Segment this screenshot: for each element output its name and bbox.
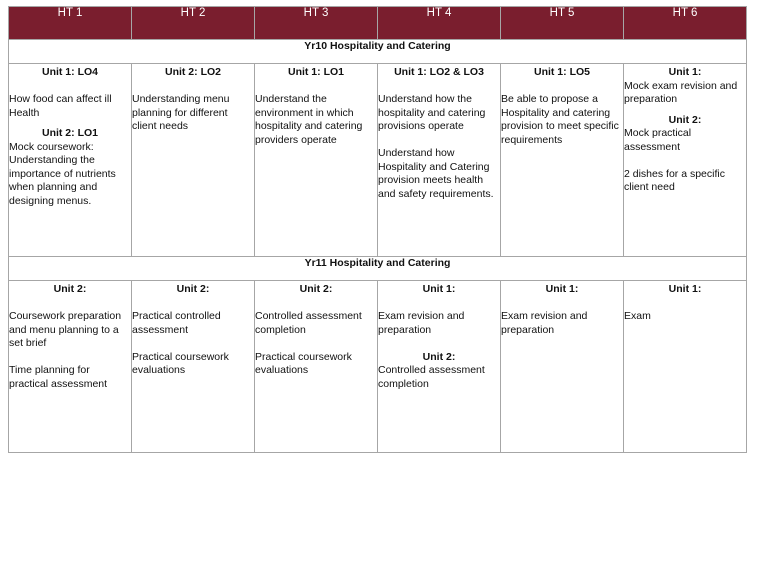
yr10-ht4-cell [378, 64, 501, 257]
yr10-ht1-unit-a: Unit 1: LO4 [41, 66, 98, 78]
yr11-ht4-unit-a-text: Exam revision and preparation [378, 310, 465, 336]
yr11-ht4-cell [378, 281, 501, 453]
yr10-ht1-cell [9, 64, 132, 257]
yr11-ht2-unit: Unit 2: [176, 283, 210, 295]
yr11-ht3-text-a: Controlled assessment completion [255, 310, 362, 336]
yr10-ht6-unit-a-text: Mock exam revision and preparation [624, 79, 738, 105]
header-ht6: HT 6 [624, 7, 747, 40]
yr10-title: Yr10 Hospitality and Catering [9, 40, 747, 64]
header-ht3: HT 3 [255, 7, 378, 40]
curriculum-plan-table [8, 6, 747, 453]
yr11-ht5-unit: Unit 1: [545, 283, 579, 295]
yr10-ht6-unit-b-text2: 2 dishes for a specific client need [624, 167, 725, 193]
yr11-ht1-text-a: Coursework preparation and menu planning to a set brief [9, 310, 122, 349]
yr11-ht2-text-b: Practical coursework evaluations [132, 350, 229, 376]
yr11-ht1-cell [9, 281, 132, 453]
yr10-content-row [9, 64, 747, 257]
yr11-ht3-unit: Unit 2: [299, 283, 333, 295]
yr11-ht6-text: Exam [624, 310, 651, 322]
yr10-ht6-unit-b: Unit 2: [668, 113, 702, 126]
yr11-title-row [9, 257, 747, 281]
yr10-ht5-text: Be able to propose a Hospitality and catering provision to meet specific requirements [501, 93, 619, 146]
yr10-ht1-unit-a-text: How food can affect ill Health [9, 93, 112, 119]
yr11-ht5-text: Exam revision and preparation [501, 310, 588, 336]
yr10-ht3-text: Understand the environment in which hospitality and catering providers operate [255, 93, 363, 146]
yr11-ht6-cell [624, 281, 747, 453]
yr10-ht2-unit: Unit 2: LO2 [164, 66, 221, 78]
yr11-title: Yr11 Hospitality and Catering [9, 257, 747, 281]
yr10-ht3-cell [255, 64, 378, 257]
yr10-ht4-text-b: Understand how Hospitality and Catering provision meets health and safety requirements. [378, 147, 494, 200]
yr10-ht6-cell [624, 64, 747, 257]
yr11-ht4-unit-a: Unit 1: [422, 283, 456, 295]
yr10-ht2-cell [132, 64, 255, 257]
yr10-title-row [9, 40, 747, 64]
yr10-ht2-text: Understanding menu planning for different client needs [132, 93, 230, 132]
header-ht2: HT 2 [132, 7, 255, 40]
header-row [9, 7, 747, 40]
header-ht5: HT 5 [501, 7, 624, 40]
yr10-ht6-unit-b-text: Mock practical assessment [624, 127, 692, 153]
yr11-ht1-unit: Unit 2: [53, 283, 87, 295]
yr11-ht2-text-a: Practical controlled assessment [132, 310, 221, 336]
yr10-ht1-unit-b: Unit 2: LO1 [41, 127, 98, 139]
yr11-ht2-cell [132, 281, 255, 453]
yr10-ht4-text-a: Understand how the hospitality and catering provisions operate [378, 93, 486, 132]
yr11-ht3-text-b: Practical coursework evaluations [255, 350, 352, 376]
yr10-ht5-cell [501, 64, 624, 257]
yr10-ht5-unit: Unit 1: LO5 [533, 66, 590, 78]
header-ht4: HT 4 [378, 7, 501, 40]
yr11-ht4-unit-b: Unit 2: [422, 350, 456, 363]
yr10-ht3-unit: Unit 1: LO1 [287, 66, 344, 78]
header-ht1: HT 1 [9, 7, 132, 40]
yr11-ht4-unit-b-text: Controlled assessment completion [378, 364, 485, 390]
yr10-ht4-unit: Unit 1: LO2 & LO3 [394, 66, 484, 78]
yr11-ht6-unit: Unit 1: [668, 283, 702, 295]
yr11-ht1-text-b: Time planning for practical assessment [9, 364, 108, 390]
yr10-ht6-unit-a: Unit 1: [668, 66, 702, 78]
yr10-ht1-unit-b-text: Mock coursework: Understanding the importance of nutrients when planning and designing menus. [9, 140, 116, 207]
yr11-content-row [9, 281, 747, 453]
yr11-ht3-cell [255, 281, 378, 453]
yr11-ht5-cell [501, 281, 624, 453]
